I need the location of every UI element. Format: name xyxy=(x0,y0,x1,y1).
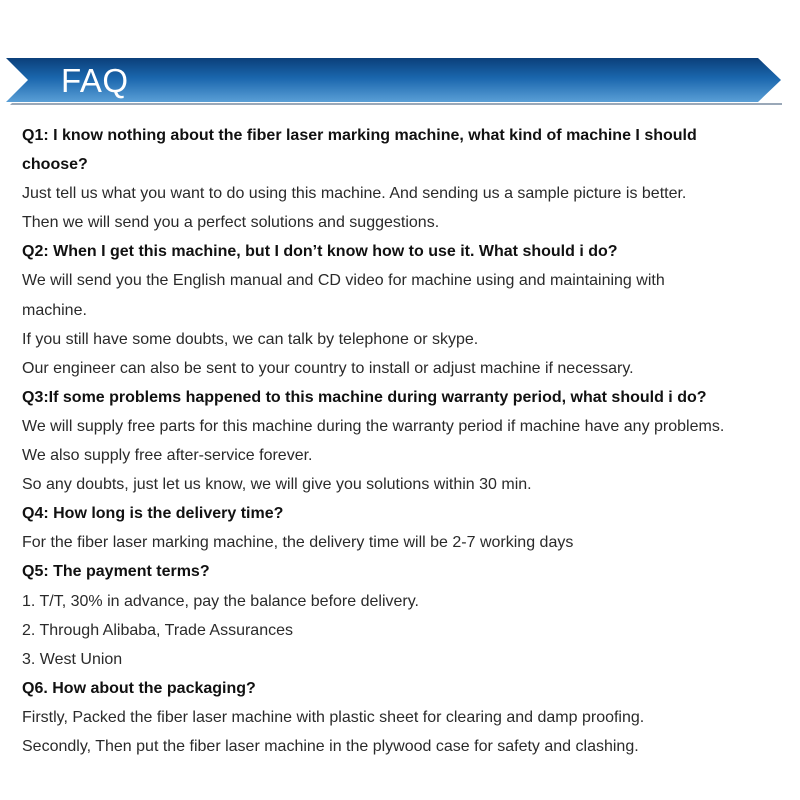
answer-line: 3. West Union xyxy=(22,650,123,668)
faq-item-q2 xyxy=(22,237,792,382)
banner-shadow xyxy=(10,103,782,105)
faq-banner xyxy=(6,57,782,105)
faq-item-q4 xyxy=(22,499,792,557)
faq-item-q5 xyxy=(22,557,792,673)
answer-line: If you still have some doubts, we can talk by telephone or skype. xyxy=(22,330,479,348)
question-line: Q3:If some problems happened to this machine during warranty period, what should i do? xyxy=(22,388,707,406)
question-line: Q2: When I get this machine, but I don’t know how to use it. What should i do? xyxy=(22,243,618,261)
answer-line: Then we will send you a perfect solutions and suggestions. xyxy=(22,214,440,232)
faq-item-q6 xyxy=(22,674,792,761)
page-title: FAQ xyxy=(61,62,129,99)
question-line: Q6. How about the packaging? xyxy=(22,679,256,697)
question-line: Q5: The payment terms? xyxy=(22,563,210,581)
answer-line: We will supply free parts for this machine during the warranty period if machine have any problems. xyxy=(22,417,725,435)
answer-line: We will send you the English manual and CD video for machine using and maintaining with xyxy=(22,272,665,290)
faq-item-q3 xyxy=(22,383,792,499)
answer-line: 2. Through Alibaba, Trade Assurances xyxy=(22,621,293,639)
question-line: Q4: How long is the delivery time? xyxy=(22,505,284,523)
answer-line: Just tell us what you want to do using this machine. And sending us a sample picture is better. xyxy=(22,185,687,203)
question-line: choose? xyxy=(22,156,88,174)
answer-line: machine. xyxy=(22,301,87,319)
question-line: Q1: I know nothing about the fiber laser marking machine, what kind of machine I should xyxy=(22,127,697,144)
answer-line: We also supply free after-service forever. xyxy=(22,447,313,465)
faq-item-q1 xyxy=(22,121,792,237)
answer-line: Our engineer can also be sent to your country to install or adjust machine if necessary. xyxy=(22,359,634,377)
faq-list xyxy=(22,121,792,761)
answer-line: 1. T/T, 30% in advance, pay the balance before delivery. xyxy=(22,592,419,610)
answer-line: So any doubts, just let us know, we will give you solutions within 30 min. xyxy=(22,476,532,494)
answer-line: For the fiber laser marking machine, the delivery time will be 2-7 working days xyxy=(22,534,574,552)
answer-line: Secondly, Then put the fiber laser machine in the plywood case for safety and clashing. xyxy=(22,737,639,755)
answer-line: Firstly, Packed the fiber laser machine with plastic sheet for clearing and damp proofing. xyxy=(22,708,645,726)
